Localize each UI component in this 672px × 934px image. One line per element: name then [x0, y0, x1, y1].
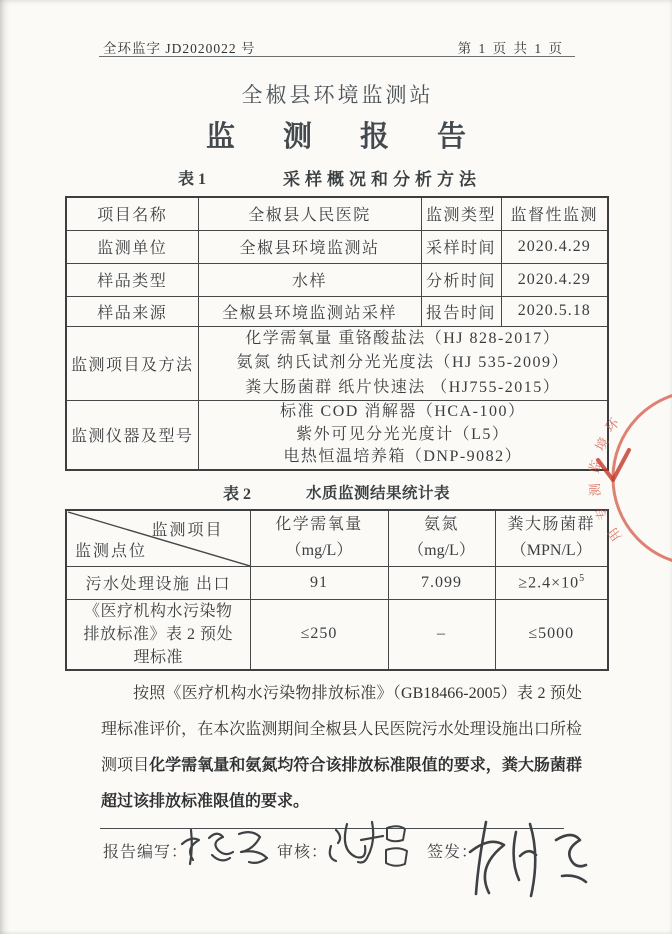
writer-label: 报告编写：	[103, 844, 189, 861]
table-header-row	[66, 510, 608, 566]
table-row	[66, 401, 608, 470]
table-row	[66, 566, 608, 599]
instrument-line: 电热恒温培养箱（DNP-9082）	[283, 448, 523, 465]
row-value: 全椒县环境监测站采样	[198, 296, 421, 326]
header-divider	[99, 56, 575, 57]
row-label: 监测仪器及型号	[66, 401, 198, 470]
sampling-overview-table	[65, 196, 612, 471]
row-value: 2020.5.18	[501, 296, 608, 326]
methods-cell	[198, 326, 608, 401]
svg-text:监: 监	[586, 458, 604, 475]
nh3-value: 7.099	[388, 566, 495, 599]
row-label: 分析时间	[421, 263, 501, 296]
column-header: 粪大肠菌群 （MPN/L）	[495, 510, 608, 566]
paragraph-line: 测项目化学需氧量和氨氮均符合该排放标准限值的要求，粪大肠菌群	[101, 757, 582, 774]
coliform-limit: ≤5000	[495, 599, 608, 670]
paragraph-line: 按照《医疗机构水污染物排放标准》（GB18466-2005）表 2 预处	[133, 685, 582, 702]
cod-limit: ≤250	[250, 599, 388, 670]
site-cell: 污水处理设施 出口	[66, 566, 250, 599]
row-label: 监测类型	[421, 197, 501, 230]
row-label: 监测项目及方法	[66, 326, 198, 401]
table-row	[66, 197, 608, 230]
table2-caption: 水质监测结果统计表	[306, 485, 451, 502]
method-line: 化学需氧量 重铬酸盐法（HJ 828-2017）	[245, 329, 561, 347]
row-label: 报告时间	[421, 296, 501, 326]
table1-label: 表 1	[178, 171, 207, 188]
svg-text:用: 用	[604, 524, 625, 545]
row-label: 采样时间	[421, 230, 501, 263]
instrument-line: 标准 COD 消解器（HCA-100）	[280, 403, 526, 420]
paragraph-line: 理标准评价，在本次监测期间全椒县人民医院污水处理设施出口所检	[101, 721, 582, 738]
coliform-value: $\ge 2.4\times 10^5$	[495, 566, 608, 599]
reviewer-label: 审核：	[277, 844, 329, 861]
svg-text:测: 测	[587, 482, 603, 497]
row-label: 样品来源	[66, 296, 198, 326]
method-line: 粪大肠菌群 纸片快速法 （HJ755-2015）	[245, 378, 561, 396]
issuer-signature	[466, 814, 598, 918]
site-cell: 《医疗机构水污染物排放标准》表 2 预处理标准	[66, 599, 250, 670]
nh3-limit: –	[388, 599, 495, 670]
row-value: 全椒县人民医院	[198, 197, 421, 230]
report-title: 监测报告	[205, 121, 514, 153]
instruments-cell	[198, 401, 608, 470]
table1-caption: 采样概况和分析方法	[283, 170, 481, 189]
table-row	[66, 263, 608, 296]
writer-signature	[177, 824, 277, 872]
instrument-line: 紫外可见分光光度计（L5）	[296, 425, 510, 443]
table-row	[66, 599, 608, 670]
paragraph-line: 超过该排放标准限值的要求。	[101, 793, 310, 810]
table2-label: 表 2	[223, 486, 252, 503]
red-seal-stamp	[578, 388, 672, 573]
conclusion-paragraph	[101, 676, 582, 820]
issuer-label: 签发：	[427, 844, 479, 861]
row-label: 项目名称	[66, 197, 198, 230]
svg-text:环: 环	[602, 415, 622, 436]
svg-text:专: 专	[592, 504, 611, 523]
svg-text:境: 境	[592, 434, 612, 454]
row-label: 监测单位	[66, 230, 198, 263]
row-value: 监督性监测	[501, 197, 608, 230]
doc-number: 全环监字 JD2020022 号	[103, 41, 256, 56]
row-value: 2020.4.29	[501, 263, 608, 296]
corner-bottom-label: 监测点位	[75, 542, 148, 560]
results-table	[65, 509, 609, 671]
station-title: 全椒县环境监测站	[241, 83, 434, 107]
table-row	[66, 326, 608, 401]
row-label: 样品类型	[66, 263, 198, 296]
table-row	[66, 230, 608, 263]
reviewer-signature	[323, 816, 415, 878]
corner-header-cell	[66, 510, 250, 566]
column-header: 氨氮 （mg/L）	[388, 510, 495, 566]
table-row	[66, 296, 608, 326]
row-value: 水样	[198, 263, 421, 296]
row-value: 2020.4.29	[501, 230, 608, 263]
row-value: 全椒县环境监测站	[198, 230, 421, 263]
cod-value: 91	[250, 566, 388, 599]
corner-top-label: 监测项目	[151, 522, 224, 539]
page-indicator: 第 1 页 共 1 页	[457, 41, 564, 56]
column-header: 化学需氧量 （mg/L）	[250, 510, 388, 566]
method-line: 氨氮 纳氏试剂分光光度法（HJ 535-2009）	[236, 354, 570, 371]
